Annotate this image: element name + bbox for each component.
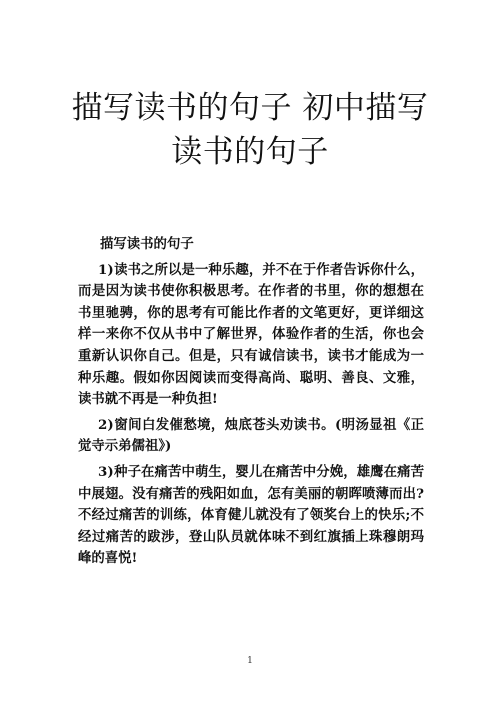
document-body (78, 234, 424, 574)
document-title (40, 86, 460, 174)
paragraph-text: 窗间白发催愁境，烛底苍头劝读书。(明汤显祖《正觉寺示弟儒祖》) (78, 416, 424, 455)
page-number: 1 (247, 656, 253, 666)
section-heading: 描写读书的句子 (100, 236, 194, 252)
paragraph-text: 种子在痛苦中萌生，婴儿在痛苦中分娩，雄鹰在痛苦中展翅。没有痛苦的残阳如血，怎有美丽的朝晖喷薄而出?不经过痛苦的训练，体育健儿就没有了领奖台上的快乐;不经过痛苦的跋涉，登山队员就体味不到红旗插上珠穆朗玛峰的喜悦! (78, 463, 424, 567)
paragraph-1 (78, 260, 424, 411)
paragraph-number: 1) (98, 261, 114, 278)
paragraph-number: 2) (98, 416, 114, 433)
paragraph-2 (78, 415, 424, 458)
paragraph-3 (78, 462, 424, 570)
title-line-2: 读书的句子 (171, 134, 329, 170)
title-line-1: 描写读书的句子 初中描写 (71, 90, 429, 126)
paragraph-number: 3) (98, 463, 114, 480)
paragraph-text: 读书之所以是一种乐趣，并不在于作者告诉你什么，而是因为读书使你积极思考。在作者的书里，你的想想在书里驰骋，你的思考有可能比作者的文笔更好，更详细这样一来你不仅从书中了解世界，体验作者的生活，你也会重新认识你自己。但是，只有诚信读书，读书才能成为一种乐趣。假如你因阅读而变得高尚、聪明、善良、文雅，读书就不再是一种负担! (78, 261, 424, 408)
